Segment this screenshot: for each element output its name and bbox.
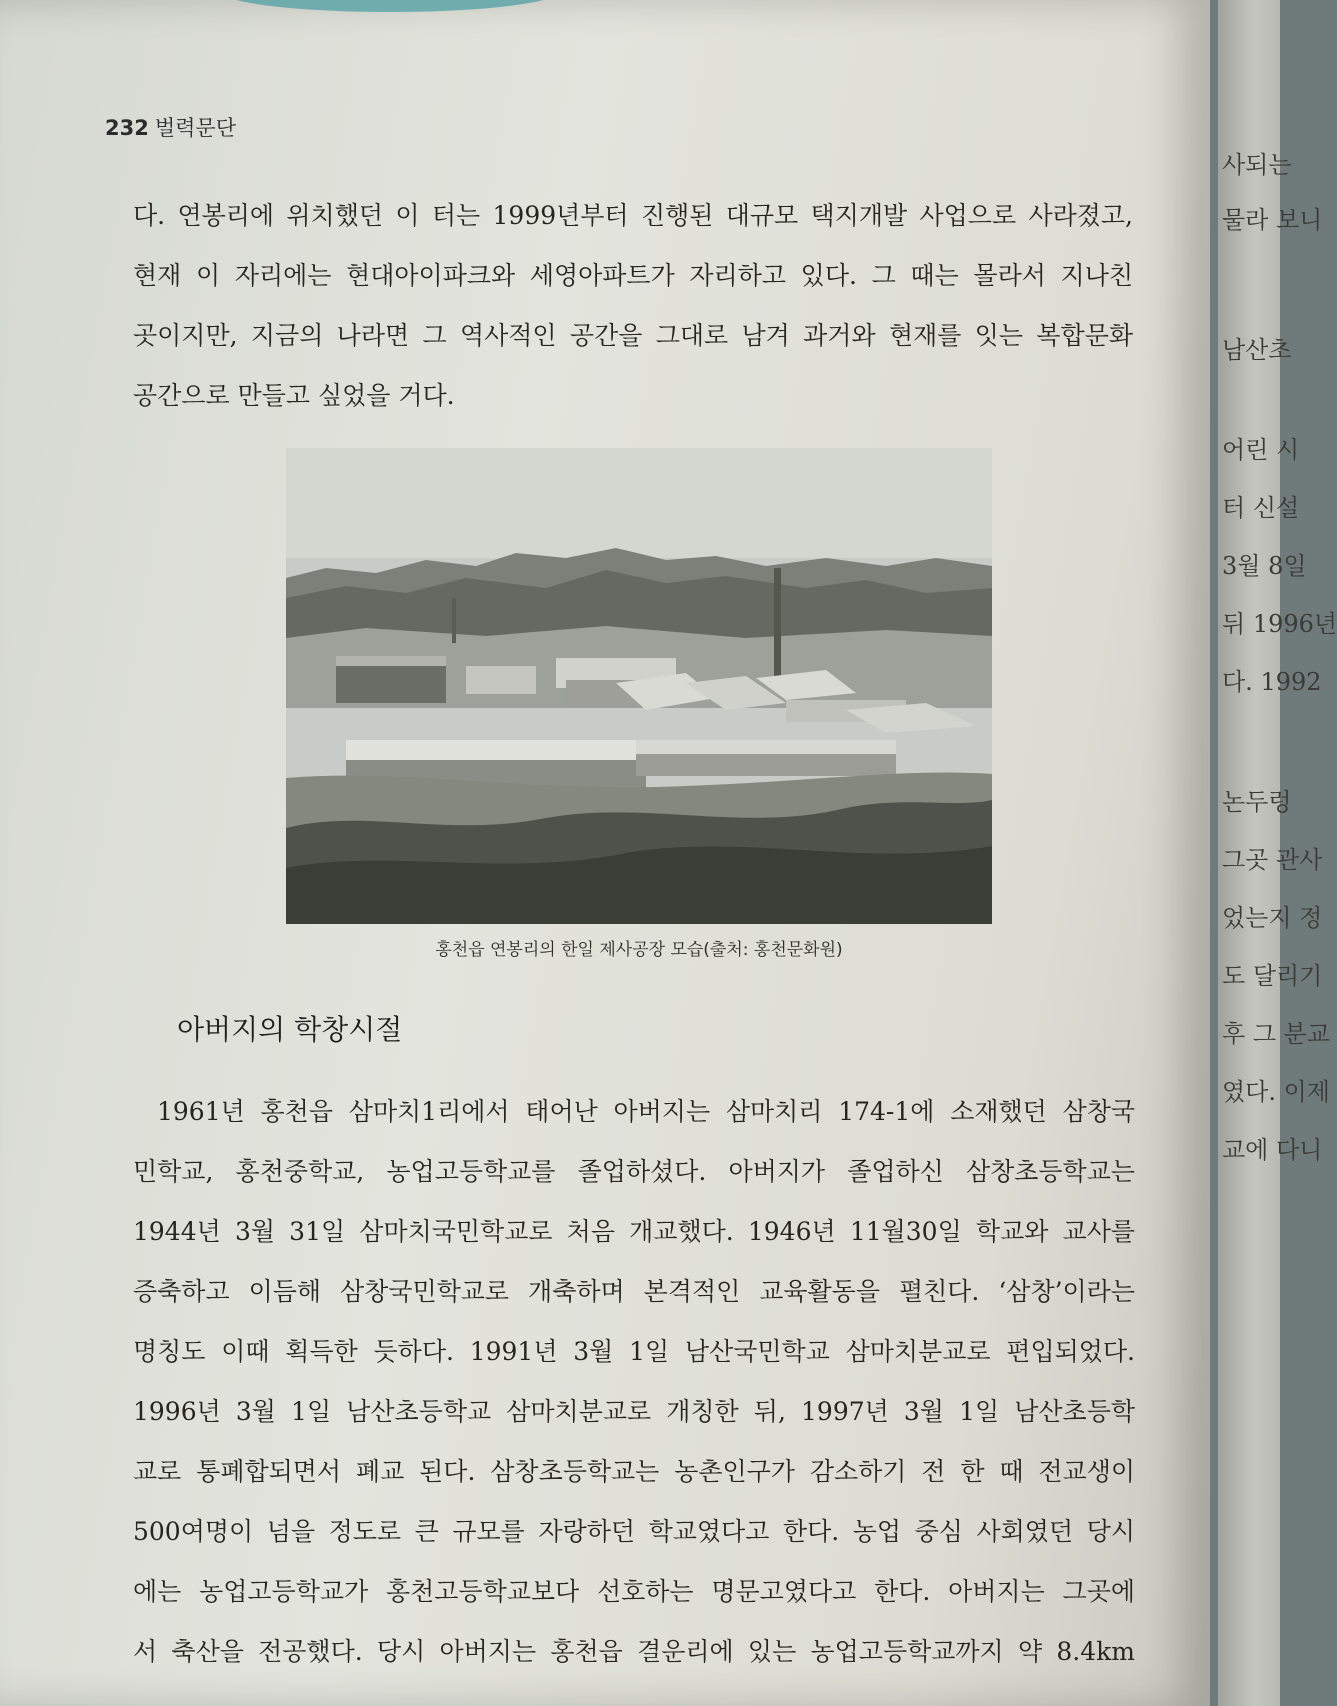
page-number: 232 [105, 116, 149, 140]
text-line: 교로 통폐합되면서 폐교 된다. 삼창초등학교는 농촌인구가 감소하기 전 한 때 전교생이 [133, 1457, 1135, 1486]
text-line: 다. 연봉리에 위치했던 이 터는 1999년부터 진행된 대규모 택지개발 사업으로 사라졌고, [133, 201, 1133, 230]
text-line: 곳이지만, 지금의 나라면 그 역사적인 공간을 그대로 남겨 과거와 현재를 잇는 복합문화 [133, 321, 1133, 350]
adjacent-text-fragment: 남산초 [1222, 336, 1292, 364]
adjacent-text-fragment: 논두렁 [1222, 788, 1292, 816]
text-line: 1996년 3월 1일 남산초등학교 삼마치분교로 개칭한 뒤, 1997년 3월 1일 남산초등학 [133, 1397, 1135, 1426]
adjacent-text-fragment: 도 달리기 [1222, 962, 1323, 990]
text-line: 현재 이 자리에는 현대아이파크와 세영아파트가 자리하고 있다. 그 때는 몰라서 지나친 [133, 261, 1133, 290]
adjacent-text-fragment: 였다. 이제 [1222, 1078, 1330, 1106]
text-line: 증축하고 이듬해 삼창국민학교로 개축하며 본격적인 교육활동을 펼친다. ‘삼창’이라는 [133, 1277, 1135, 1306]
adjacent-text-fragment: 었는지 정 [1222, 904, 1323, 932]
text-line: 공간으로 만들고 싶었을 거다. [133, 381, 455, 410]
adjacent-text-fragment: 교에 다니 [1222, 1136, 1323, 1164]
adjacent-text-fragment: 그곳 관사 [1222, 846, 1323, 874]
body-paragraph [133, 1082, 1135, 1682]
section-heading: 아버지의 학창시절 [177, 1013, 403, 1046]
adjacent-text-fragment: 어린 시 [1222, 436, 1300, 464]
adjacent-text-fragment: 뒤 1996년 [1222, 610, 1337, 638]
text-line: 명칭도 이때 획득한 듯하다. 1991년 3월 1일 남산국민학교 삼마치분교로 편입되었다. [133, 1337, 1135, 1366]
intro-paragraph [133, 186, 1133, 426]
adjacent-page [1218, 0, 1337, 1706]
text-line: 민학교, 홍천중학교, 농업고등학교를 졸업하셨다. 아버지가 졸업하신 삼창초등학교는 [133, 1157, 1135, 1186]
text-line: 에는 농업고등학교가 홍천고등학교보다 선호하는 명문고였다고 한다. 아버지는 그곳에 [133, 1577, 1135, 1606]
factory-photo-illustration [286, 448, 992, 924]
overhead-shadow [220, 0, 560, 12]
figure-caption: 홍천읍 연봉리의 한일 제사공장 모습(출처: 홍천문화원) [435, 940, 843, 960]
factory-photo [286, 448, 992, 924]
text-line: 500여명이 넘을 정도로 큰 규모를 자랑하던 학교였다고 한다. 농업 중심 사회였던 당시 [133, 1517, 1135, 1546]
text-line: 서 축산을 전공했다. 당시 아버지는 홍천읍 결운리에 있는 농업고등학교까지 약 8.4km [133, 1637, 1135, 1666]
adjacent-text-fragment: 터 신설 [1222, 494, 1300, 522]
adjacent-text-fragment: 물라 보니 [1222, 206, 1323, 234]
adjacent-text-fragment: 사되는 [1222, 151, 1292, 179]
running-head [105, 112, 236, 142]
adjacent-text-fragment: 후 그 분교 [1222, 1020, 1330, 1048]
adjacent-text-fragment: 다. 1992 [1222, 668, 1322, 696]
text-line: 1961년 홍천읍 삼마치1리에서 태어난 아버지는 삼마치리 174-1에 소재했던 삼창국 [157, 1097, 1135, 1126]
section-title: 벌력문단 [154, 116, 236, 140]
text-line: 1944년 3월 31일 삼마치국민학교로 처음 개교했다. 1946년 11월30일 학교와 교사를 [133, 1217, 1135, 1246]
adjacent-text-fragment: 3월 8일 [1222, 552, 1307, 580]
